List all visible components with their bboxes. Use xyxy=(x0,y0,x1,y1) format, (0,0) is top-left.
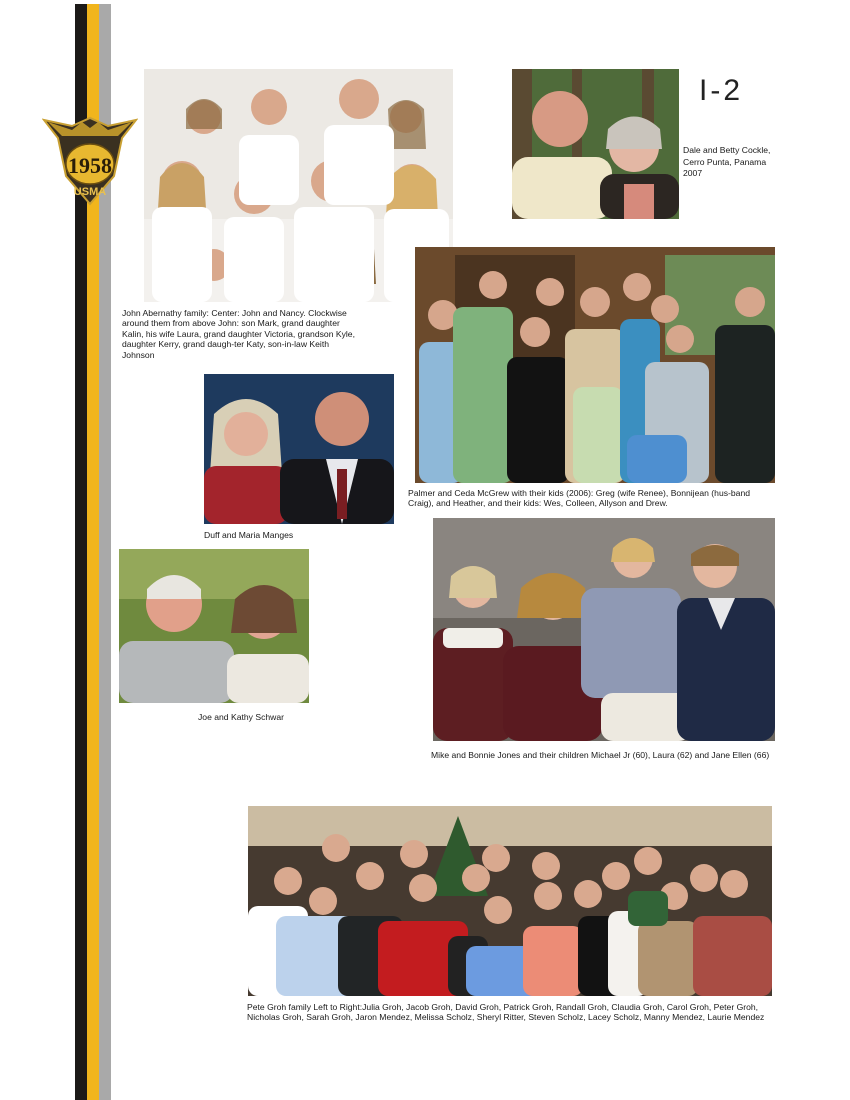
photo-groh-family xyxy=(248,806,772,996)
photo-manges xyxy=(204,374,394,524)
crest-year: 1958 xyxy=(68,153,112,178)
class-crest-logo xyxy=(42,116,138,208)
caption-mcgrew: Palmer and Ceda McGrew with their kids (2006): Greg (wife Renee), Bonnijean (hus-band Craig), and Heather, and their kids: Wes, Colleen, Allyson and Drew. xyxy=(408,488,751,509)
photo-abernathy-family xyxy=(144,69,453,302)
photo-mcgrew-family xyxy=(415,247,775,483)
caption-jones: Mike and Bonnie Jones and their children Michael Jr (60), Laura (62) and Jane Ellen (66) xyxy=(431,750,770,760)
caption-manges: Duff and Maria Manges xyxy=(204,530,294,540)
caption-cockle: Dale and Betty Cockle, Cerro Punta, Panama 2007 xyxy=(683,145,771,178)
photo-schwar xyxy=(119,549,309,703)
photo-jones-family xyxy=(433,518,775,741)
caption-schwar: Joe and Kathy Schwar xyxy=(198,712,284,722)
photo-cockle xyxy=(512,69,679,219)
caption-groh: Pete Groh family Left to Right:Julia Groh, Jacob Groh, David Groh, Patrick Groh, Randall Groh, Claudia Groh, Carol Groh, Peter Groh, Nicholas Groh, Sarah Groh, Jaron Mendez, Melissa Scholz, Sheryl Ritter, Steven Scholz, Lacey Scholz, Manny Mendez, Laurie Mendez xyxy=(247,1002,765,1023)
crest-academy: USMA xyxy=(73,186,107,198)
caption-abernathy: John Abernathy family: Center: John and Nancy. Clockwise around them from above John: son Mark, grand daughter Kalin, his wife Laura, grand daughter Victoria, grandson Kyle, daughter Kerry, grand daugh-ter Katy, son-in-law Keith Johnson xyxy=(122,308,355,360)
page-number: I-2 xyxy=(699,74,744,107)
